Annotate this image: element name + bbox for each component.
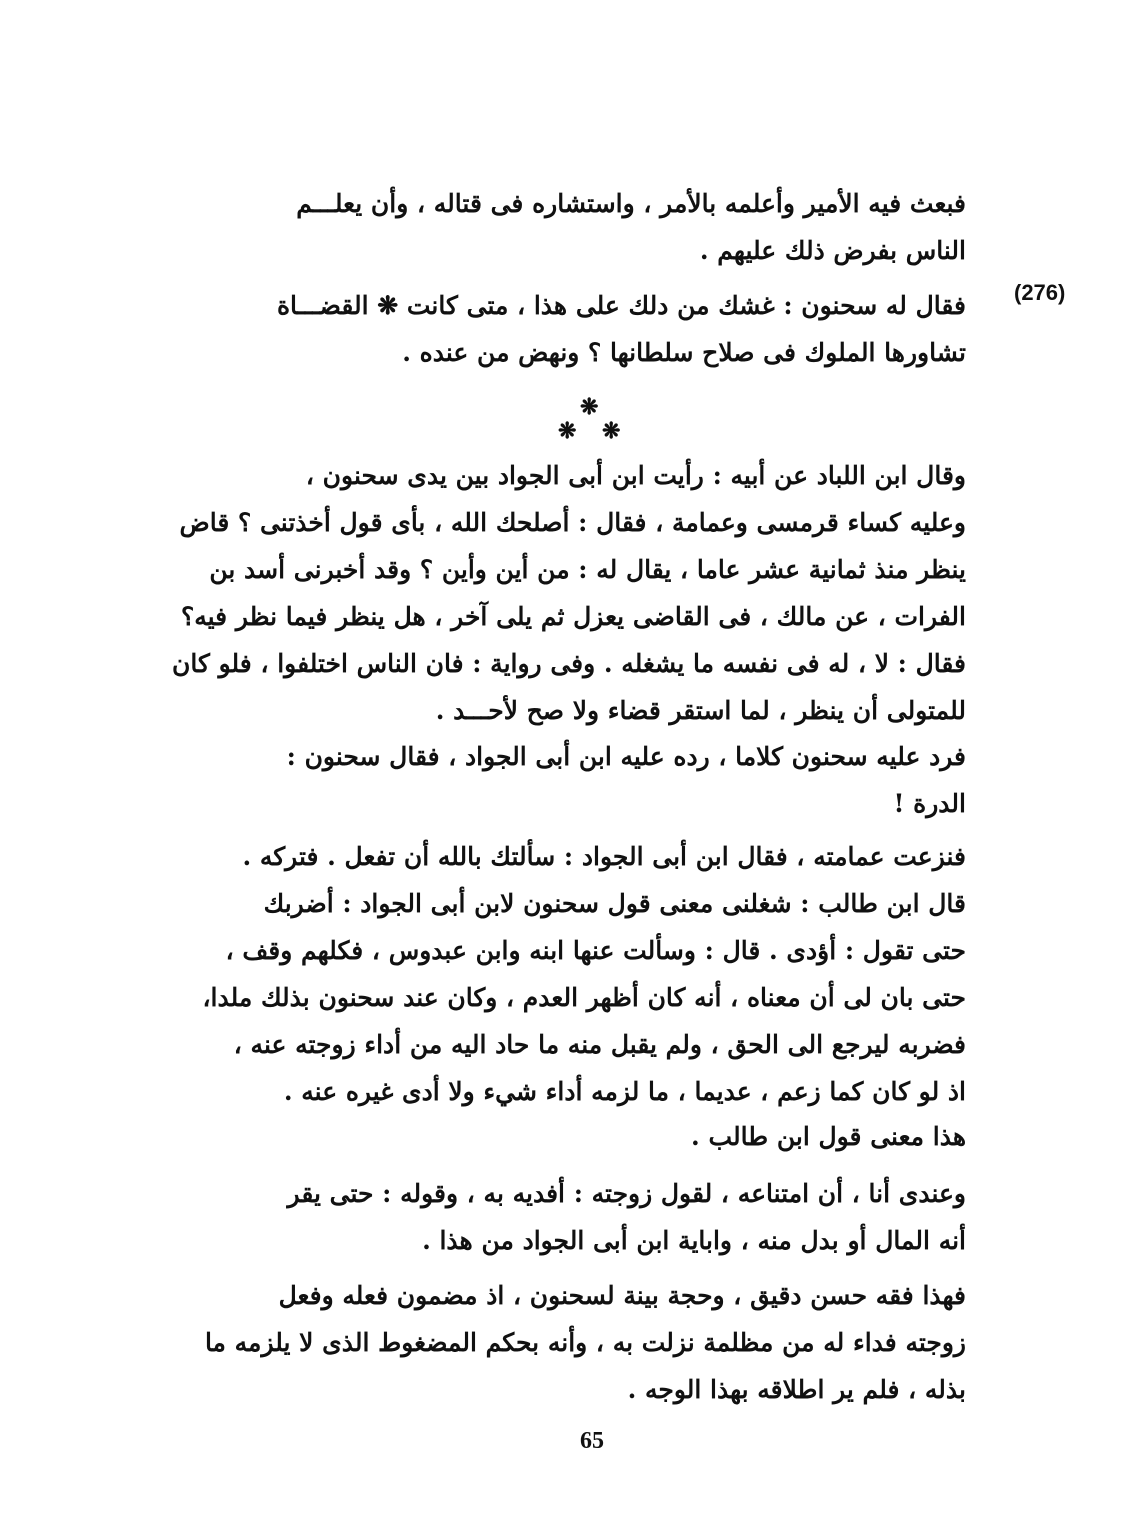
text-line: للمتولى أن ينظر ، لما استقر قضاء ولا صح لأحـــد . [435, 696, 966, 725]
asterism-star: ❋ [580, 394, 599, 420]
text-line: الناس بفرض ذلك عليهم . [699, 236, 966, 265]
text-line: فبعث فيه الأمير وأعلمه بالأمر ، واستشاره فى قتاله ، وأن يعلـــم [296, 189, 966, 218]
paragraph-1 [214, 180, 966, 274]
text-line: وقال ابن اللباد عن أبيه : رأيت ابن أبى الجواد بين يدى سحنون ، [305, 461, 966, 490]
page-number: 65 [580, 1428, 604, 1454]
text-line: حتى تقول : أؤدى . قال : وسألت عنها ابنه وابن عبدوس ، فكلهم وقف ، [225, 936, 966, 965]
paragraph-6 [214, 1113, 966, 1160]
text-line: هذا معنى قول ابن طالب . [691, 1122, 966, 1151]
text-line: اذ لو كان كما زعم ، عديما ، ما لزمه أداء شيء ولا أدى غيره عنه . [283, 1077, 966, 1106]
text-line: ينظر منذ ثمانية عشر عاما ، يقال له : من أين وأين ؟ وقد أخبرنى أسد بن [209, 555, 966, 584]
text-line: قال ابن طالب : شغلنى معنى قول سحنون لابن أبى الجواد : أضربك [263, 889, 966, 918]
text-line: زوجته فداء له من مظلمة نزلت به ، وأنه بحكم المضغوط الذى لا يلزمه ما [204, 1328, 966, 1357]
section-separator [540, 394, 640, 444]
text-line: فرد عليه سحنون كلاما ، رده عليه ابن أبى الجواد ، فقال سحنون : [286, 742, 966, 771]
paragraph-2 [214, 282, 966, 376]
text-line: وعليه كساء قرمسى وعمامة ، فقال : أصلحك الله ، بأى قول أخذتنى ؟ قاض [179, 508, 966, 537]
text-line: بذله ، فلم ير اطلاقه بهذا الوجه . [627, 1375, 966, 1404]
paragraph-3 [172, 452, 966, 734]
text-line: فقال : لا ، له فى نفسه ما يشغله . وفى رواية : فان الناس اختلفوا ، فلو كان [172, 649, 966, 678]
text-line: فنزعت عمامته ، فقال ابن أبى الجواد : سألتك بالله أن تفعل . فتركه . [242, 842, 966, 871]
text-line: فهذا فقه حسن دقيق ، وحجة بينة لسحنون ، اذ مضمون فعله وفعل [278, 1281, 966, 1310]
paragraph-5 [202, 833, 966, 1115]
asterism-star: ❋ [602, 418, 621, 444]
text-line: الفرات ، عن مالك ، فى القاضى يعزل ثم يلى آخر ، هل ينظر فيما نظر فيه؟ [180, 602, 966, 631]
text-line: فقال له سحنون : غشك من دلك على هذا ، متى كانت ❋ القضـــاة [276, 291, 966, 320]
paragraph-4 [214, 733, 966, 827]
text-line: تشاورها الملوك فى صلاح سلطانها ؟ ونهض من عنده . [402, 338, 966, 367]
text-line: أنه المال أو بدل منه ، واباية ابن أبى الجواد من هذا . [422, 1226, 966, 1255]
section-number: (276) [1014, 280, 1066, 305]
text-line: الدرة ! [893, 789, 966, 818]
text-line: حتى بان لى أن معناه ، أنه كان أظهر العدم ، وكان عند سحنون بذلك ملدا، [202, 983, 966, 1012]
asterism-star: ❋ [558, 418, 577, 444]
text-line: وعندى أنا ، أن امتناعه ، لقول زوجته : أفديه به ، وقوله : حتى يقر [287, 1179, 966, 1208]
text-line: فضربه ليرجع الى الحق ، ولم يقبل منه ما حاد اليه من أداء زوجته عنه ، [233, 1030, 966, 1059]
paragraph-8 [204, 1272, 966, 1413]
paragraph-7 [214, 1170, 966, 1264]
